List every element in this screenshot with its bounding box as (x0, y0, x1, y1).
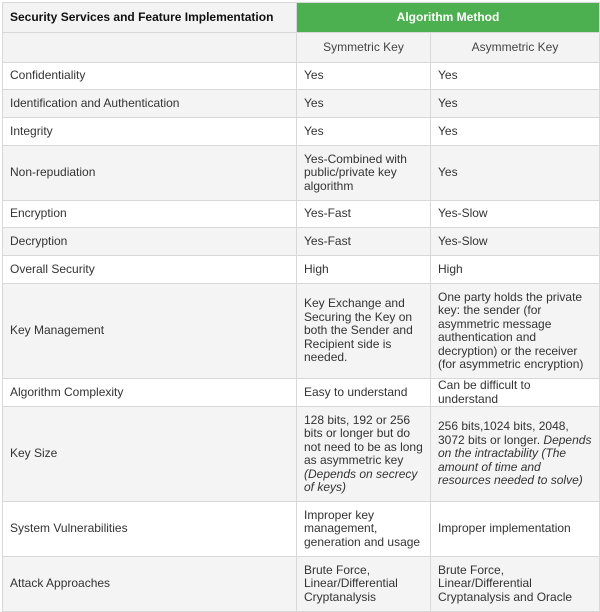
asymmetric-key-header: Asymmetric Key (431, 33, 600, 63)
table-row (3, 201, 600, 228)
table-row (3, 379, 600, 407)
table-row (3, 407, 600, 502)
table-row (3, 502, 600, 557)
table-row (3, 284, 600, 379)
table-row (3, 557, 600, 612)
table-row (3, 228, 600, 256)
feature-cell: Algorithm Complexity (3, 379, 297, 407)
asymmetric-cell: One party holds the private key: the sender (for asymmetric message authentication and decryption) or the receiver (for asymmetric encryption) (431, 284, 600, 379)
symmetric-cell: Yes (297, 63, 431, 90)
table-row (3, 118, 600, 146)
symmetric-key-header: Symmetric Key (297, 33, 431, 63)
empty-header-cell (3, 33, 297, 63)
symmetric-cell: Easy to understand (297, 379, 431, 407)
feature-cell: Key Size (3, 407, 297, 502)
symmetric-key-size-text: 128 bits, 192 or 256 bits or longer but do not need to be as long as asymmetric key (304, 412, 423, 467)
symmetric-cell: Yes (297, 118, 431, 146)
asymmetric-cell: Yes (431, 118, 600, 146)
symmetric-cell: Key Exchange and Securing the Key on both the Sender and Recipient side is needed. (297, 284, 431, 379)
feature-column-header: Security Services and Feature Implementation (3, 3, 297, 33)
symmetric-cell: Yes-Fast (297, 201, 431, 228)
symmetric-cell: High (297, 256, 431, 284)
symmetric-key-size-note: (Depends on secrecy of keys) (304, 466, 418, 494)
feature-cell: Attack Approaches (3, 557, 297, 612)
algorithm-method-header: Algorithm Method (297, 3, 600, 33)
feature-cell: Decryption (3, 228, 297, 256)
table-row (3, 256, 600, 284)
feature-cell: System Vulnerabilities (3, 502, 297, 557)
symmetric-cell: Yes-Fast (297, 228, 431, 256)
asymmetric-cell: Can be difficult to understand (431, 379, 600, 407)
symmetric-cell: Yes (297, 90, 431, 118)
asymmetric-cell: Yes (431, 90, 600, 118)
subheader-row (3, 33, 600, 63)
asymmetric-cell: Yes-Slow (431, 228, 600, 256)
feature-cell: Key Management (3, 284, 297, 379)
asymmetric-cell: Yes (431, 146, 600, 201)
feature-cell: Non-repudiation (3, 146, 297, 201)
asymmetric-cell: High (431, 256, 600, 284)
header-row (3, 3, 600, 33)
comparison-table (2, 2, 600, 612)
feature-cell: Integrity (3, 118, 297, 146)
symmetric-cell: Yes-Combined with public/private key algorithm (297, 146, 431, 201)
symmetric-cell: Brute Force, Linear/Differential Cryptanalysis (297, 557, 431, 612)
feature-cell: Overall Security (3, 256, 297, 284)
feature-cell: Confidentiality (3, 63, 297, 90)
asymmetric-key-size-text: 256 bits,1024 bits, 2048, 3072 bits or longer. (438, 419, 569, 447)
asymmetric-cell: Yes (431, 63, 600, 90)
table-row (3, 146, 600, 201)
asymmetric-cell: Yes-Slow (431, 201, 600, 228)
asymmetric-cell (431, 407, 600, 502)
asymmetric-cell: Brute Force, Linear/Differential Cryptanalysis and Oracle (431, 557, 600, 612)
table-row (3, 90, 600, 118)
asymmetric-key-size-note: Depends on the intractability (The amount of time and resources needed to solve) (438, 432, 592, 488)
symmetric-cell: Improper key management, generation and usage (297, 502, 431, 557)
feature-cell: Encryption (3, 201, 297, 228)
asymmetric-cell: Improper implementation (431, 502, 600, 557)
symmetric-cell (297, 407, 431, 502)
feature-cell: Identification and Authentication (3, 90, 297, 118)
table-row (3, 63, 600, 90)
